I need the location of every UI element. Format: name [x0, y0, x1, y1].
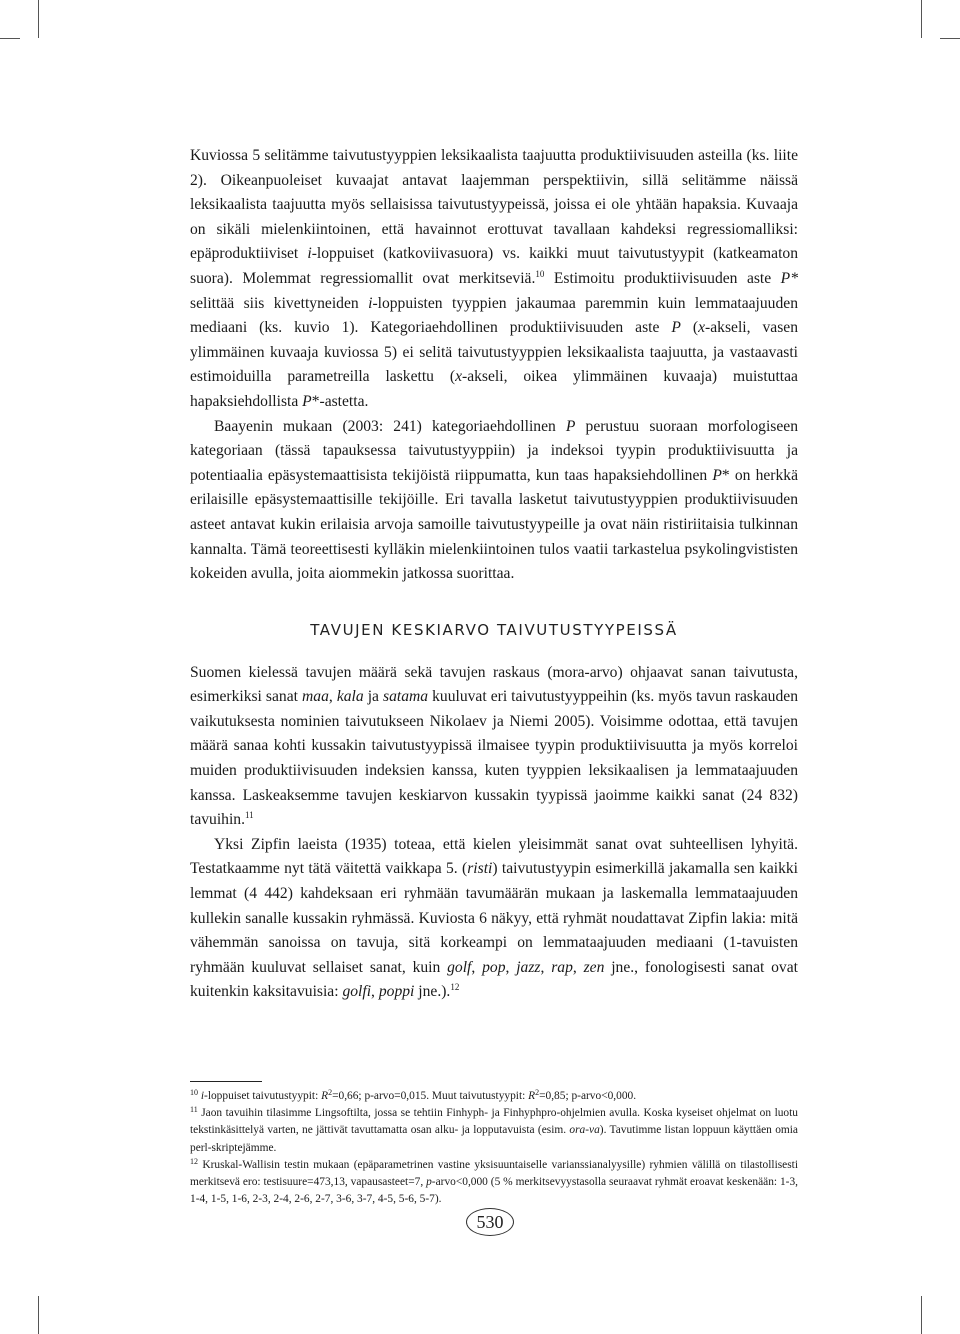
footnote-11: $^{11}$ Jaon tavuihin tilasimme Lingsoftilta, jossa se tehtiin Finhyph- ja Finhyphpro-ohjelmien avulla. Koska kyseiset ohjelmat on luotu tekstinkäsittelyä varten, ne jättivät tavuttamatta osan alku- ja lopputavuista (esim. ora-va). Tavutimme listan loppuun käyttäen omia perl-skriptejämme. — [190, 1105, 798, 1154]
footnote-10: $^{10}$ i-loppuiset taivutustyypit: $R^2=0,66$; p-arvo=0,015. Muut taivutustyypit: $R^2=0,85$; p-arvo<0,000. — [190, 1088, 637, 1102]
page-number: 530 — [466, 1208, 514, 1236]
footnote-ref-10: 10 — [535, 268, 545, 279]
paragraph-4: Yksi Zipfin laeista (1935) toteaa, että kielen yleisimmät sanat ovat suhteellisen lyhyitä. Testatkaamme nyt tätä väitettä vaikkapa 5. (risti) taivutustyypin esimerkillä jakamalla sen kaikki lemmat (4 442) kahdeksaan eri ryhmään tavumäärän mukaan ja laskemalla lemmataajuuden kullekin sanalle kussakin ryhmässä. Kuviosta 6 näkyy, että ryhmät noudattavat Zipfin lakia: mitä vähemmän sanoissa on tavuja, sitä korkeampi on lemmataajuuden mediaani (1-tavuisten ryhmään kuuluvat sellaiset sanat, kuin golf, pop, jazz, rap, zen jne., fonologisesti sanat ovat kuitenkin kaksitavuisia: golfi, poppi jne.).$^{12}$ — [190, 835, 799, 1001]
crop-mark-top-right-h — [940, 38, 960, 39]
crop-mark-top-right-v — [921, 0, 922, 38]
paragraph-3: Suomen kielessä tavujen määrä sekä tavujen raskaus (mora-arvo) ohjaavat sanan taivutusta, esimerkiksi sanat maa, kala ja satama kuuluvat eri taivutustyyppeihin (ks. myös tavun raskauden vaikutuksesta nominien taivutukseen Nikolaev ja Niemi 2005). Voisimme odottaa, että tavujen määrä sanaa kohti kussakin taivutustyypissä ilmaisee tyypin produktiivisuutta ja myös korreloi muiden produktiivisuuden indeksien kanssa, kuten tyyppien leksikaalisen ja lemmataajuuden kanssa. Laskeaksemme tavujen keskiarvon kussakin tyypissä jaoimme kaikki sanat (24 832) tavuihin.$^{11}$ — [190, 663, 798, 829]
section-heading: TAVUJEN KESKIARVO TAIVUTUSTYYPEISSÄ — [310, 620, 678, 639]
footnote-ref-11: 11 — [245, 810, 254, 821]
footnote-ref-12: 12 — [450, 982, 460, 993]
page-content — [190, 144, 798, 1208]
crop-mark-top-left-v — [38, 0, 39, 38]
footnote-12: $^{12}$ Kruskal-Wallisin testin mukaan (epäparametrinen vastine yksisuuntaiselle varianssianalyysille) ryhmien välillä on tilastollisesti merkitsevä ero: testisuure=473,13, vapausasteet=7, p-arvo<0,000 (5 % merkitsevyystasolla seuraavat ryhmät eroavat keskenään: 1-3, 1-4, 1-5, 1-6, 2-3, 2-4, 2-6, 2-7, 3-6, 3-7, 4-5, 5-6, 5-7). — [190, 1156, 798, 1206]
crop-mark-bottom-right-v — [921, 1296, 922, 1334]
paragraph-2: Baayenin mukaan (2003: 241) kategoriaehdollinen P perustuu suoraan morfologiseen kategoriaan (tässä tapauksessa taivutustyyppiin) ja indeksoi tyypin produktiivisuutta ja potentiaalia epäsystemaattisista tekijöistä riippumatta, kun taas hapaksiehdollinen P* on herkkä erilaisille epäsystemaattisille tekijöille. Eri tavalla lasketut taivutustyyppien produktiivisuuden asteet antavat kukin erilaisia arvoja samoille taivutustyypeille ja ovat näin ristiriitaisia tulkinnan kannalta. Tämä teoreettisesti kylläkin mielenkiintoinen tulos vaatii tarkastelua psykolingvististen kokeiden avulla, joita aiommekin jatkossa suorittaa. — [190, 417, 798, 583]
crop-mark-bottom-left-v — [38, 1296, 39, 1334]
paragraph-1: Kuviossa 5 selitämme taivutustyyppien leksikaalista taajuutta produktiivisuuden asteilla (ks. liite 2). Oikeanpuoleiset kuvaajat antavat laajemman perspektiivin, sillä selitämme näissä leksikaalista taajuutta myös sellaisissa taivutustyypeissä, joissa ei ole yhtään hapaksia. Kuvaaja on sikäli mielenkiintoinen, että havainnot erottuvat tavallaan kahdeksi regressiomalliksi: epäproduktiiviset i-loppuiset (katkoviivasuora) vs. kaikki muut taivutustyypit (katkeamaton suora). Molemmat regressiomallit ovat merkitseviä.$^{10}$ Estimoitu produktiivisuuden aste P* selittää siis kivettyneiden i-loppuisten tyyppien jakaumaa paremmin kuin lemmataajuuden mediaani (ks. kuvio 1). Kategoriaehdollinen produktiivisuuden aste P (x-akseli, vasen ylimmäinen kuvaaja kuviossa 5) ei selitä taivutustyyppien leksikaalista taajuutta, ja vastaavasti estimoiduilla parametreilla laskettu (x-akseli, oikea ylimmäinen kuvaaja) muistuttaa hapaksiehdollista P*-astetta. — [190, 147, 798, 410]
footnote-divider — [190, 1081, 262, 1082]
crop-mark-top-left-h — [0, 38, 20, 39]
